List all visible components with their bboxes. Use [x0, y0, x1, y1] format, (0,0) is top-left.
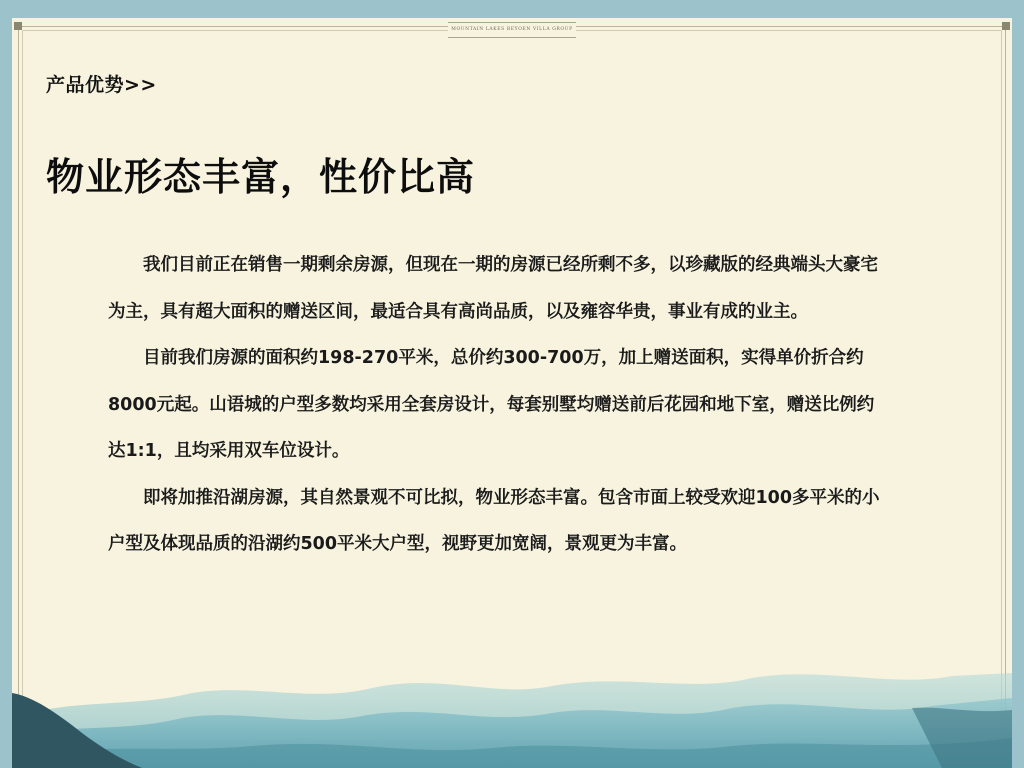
paragraph: 我们目前正在销售一期剩余房源，但现在一期的房源已经所剩不多，以珍藏版的经典端头大豪宅为主，具有超大面积的赠送区间，最适合具有高尚品质，以及雍容华贵，事业有成的业主。 [108, 255, 878, 322]
page-title: 物业形态丰富，性价比高 [46, 155, 476, 199]
mountain-watercolor-illustration [12, 638, 1012, 768]
slide-page [12, 18, 1012, 768]
corner-ornament-top-right [1002, 22, 1010, 30]
corner-ornament-top-left [14, 22, 22, 30]
body-text [108, 242, 888, 568]
paragraph: 目前我们房源的面积约198-270平米，总价约300-700万，加上赠送面积，实得单价折合约8000元起。山语城的户型多数均采用全套房设计，每套别墅均赠送前后花园和地下室，赠送比例约达1:1，且均采用双车位设计。 [108, 348, 875, 461]
section-label: 产品优势>> [46, 74, 157, 96]
paragraph: 即将加推沿湖房源，其自然景观不可比拟，物业形态丰富。包含市面上较受欢迎100多平米的小户型及体现品质的沿湖约500平米大户型，视野更加宽阔，景观更为丰富。 [108, 487, 880, 554]
header-banner: MOUNTAIN LAKES BEYOEN VILLA GROUP [448, 22, 576, 38]
